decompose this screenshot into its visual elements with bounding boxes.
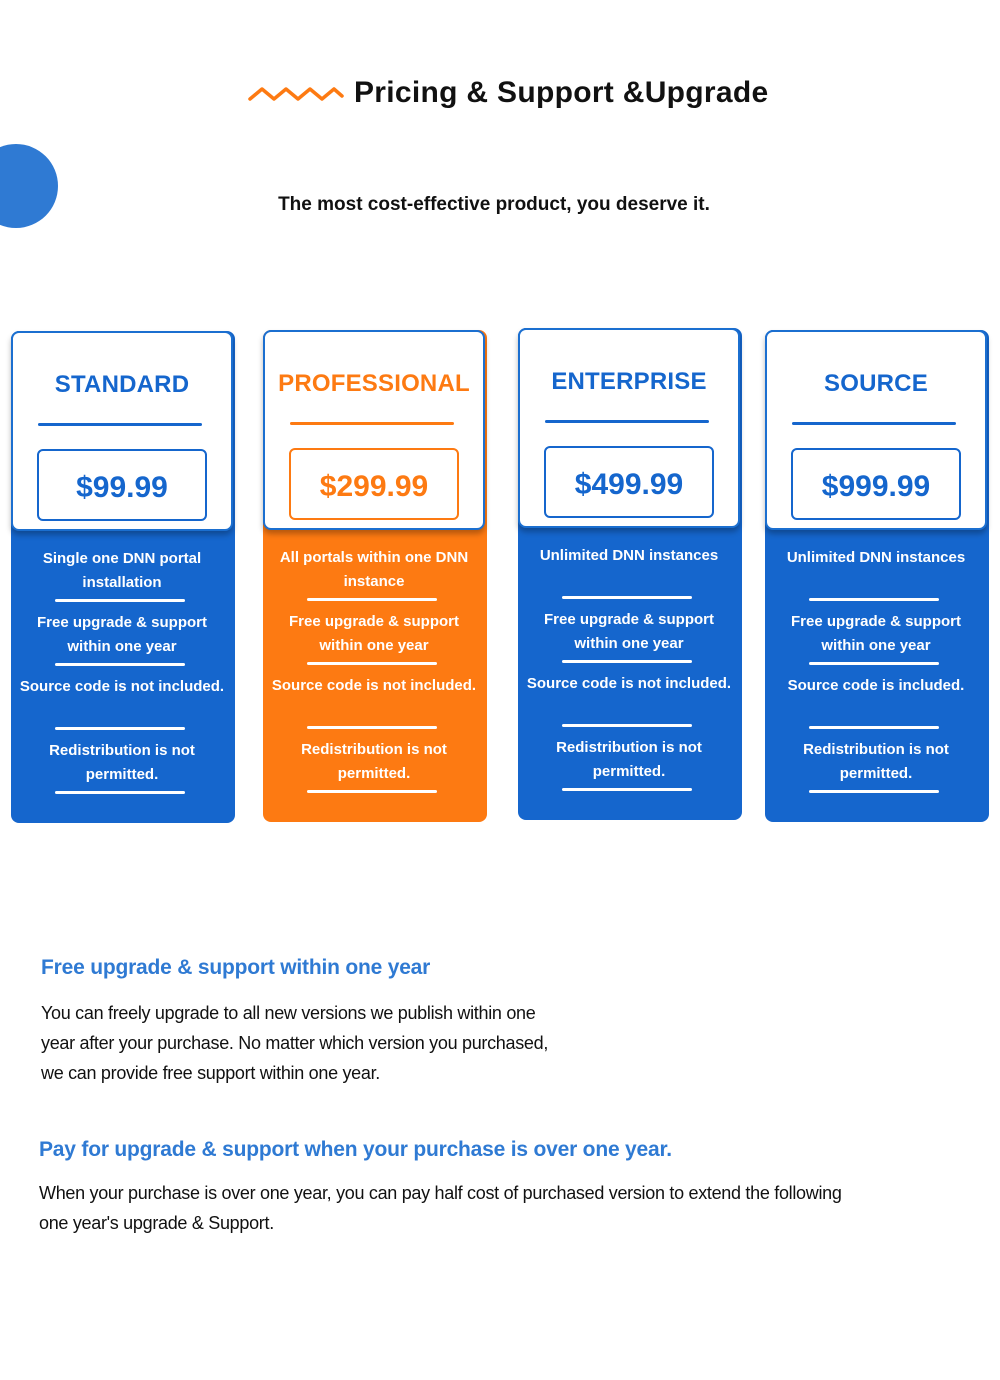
plan-price: $499.99 — [574, 468, 684, 501]
feature-text: Free upgrade & support within one year — [790, 613, 962, 654]
feature-text: Redistribution is not permitted. — [301, 741, 447, 782]
feature-item — [11, 611, 235, 675]
feature-divider — [55, 727, 185, 730]
feature-list — [518, 544, 742, 800]
feature-divider — [307, 662, 437, 665]
feature-text: Single one DNN portal installation — [42, 550, 202, 591]
info-text-free-upgrade: You can freely upgrade to all new versions we publish within one year after your purchase. No matter which version you purchased, we can provide free support within one year. — [41, 1003, 549, 1083]
feature-item — [765, 738, 989, 802]
feature-list — [765, 546, 989, 802]
plan-card-standard[interactable] — [11, 331, 235, 823]
plan-header — [518, 328, 740, 528]
feature-divider — [562, 660, 692, 663]
feature-text: All portals within one DNN instance — [279, 549, 469, 590]
plan-divider — [545, 420, 709, 423]
info-heading-paid-upgrade: Pay for upgrade & support when your purchase is over one year. — [39, 1138, 672, 1161]
feature-item — [765, 610, 989, 674]
plan-header — [263, 330, 485, 530]
feature-text: Unlimited DNN instances — [539, 547, 719, 564]
feature-divider — [55, 599, 185, 602]
feature-item — [11, 739, 235, 803]
zigzag-icon — [248, 86, 344, 102]
feature-item — [765, 674, 989, 738]
feature-text: Redistribution is not permitted. — [803, 741, 949, 782]
plan-divider — [290, 422, 454, 425]
feature-text: Source code is not included. — [526, 675, 732, 692]
feature-text: Redistribution is not permitted. — [49, 742, 195, 783]
feature-text: Free upgrade & support within one year — [543, 611, 715, 652]
feature-text: Source code is included. — [787, 677, 965, 694]
plan-name: STANDARD — [54, 371, 190, 398]
feature-item — [263, 610, 487, 674]
feature-divider — [307, 598, 437, 601]
price-box — [544, 446, 714, 518]
plan-divider — [792, 422, 956, 425]
feature-divider — [809, 726, 939, 729]
feature-divider — [307, 726, 437, 729]
feature-divider — [809, 598, 939, 601]
page-subtitle: The most cost-effective product, you deserve it. — [278, 194, 710, 215]
page-title: Pricing & Support &Upgrade — [354, 76, 769, 109]
feature-text: Source code is not included. — [19, 678, 225, 695]
feature-item — [263, 738, 487, 802]
feature-divider — [809, 662, 939, 665]
price-box — [37, 449, 207, 521]
feature-divider — [55, 791, 185, 794]
feature-item — [11, 675, 235, 739]
feature-item — [518, 608, 742, 672]
feature-divider — [562, 596, 692, 599]
price-box — [289, 448, 459, 520]
info-heading-free-upgrade: Free upgrade & support within one year — [41, 956, 431, 979]
feature-text: Unlimited DNN instances — [786, 549, 966, 566]
feature-divider — [562, 788, 692, 791]
page-header — [0, 76, 1000, 116]
feature-list — [11, 547, 235, 803]
feature-item — [263, 546, 487, 610]
info-text-paid-upgrade: When your purchase is over one year, you can pay half cost of purchased version to extend the following one year's upgrade & Support. — [39, 1183, 842, 1233]
feature-text: Source code is not included. — [271, 677, 477, 694]
feature-divider — [307, 790, 437, 793]
plan-header — [11, 331, 233, 531]
feature-text: Redistribution is not permitted. — [556, 739, 702, 780]
feature-text: Free upgrade & support within one year — [36, 614, 208, 655]
feature-item — [518, 736, 742, 800]
plan-price: $99.99 — [76, 471, 168, 504]
plan-divider — [38, 423, 202, 426]
feature-list — [263, 546, 487, 802]
plan-price: $299.99 — [319, 470, 429, 503]
plan-card-enterprise[interactable] — [518, 328, 742, 820]
plan-name: SOURCE — [824, 370, 928, 397]
plan-card-professional[interactable] — [263, 330, 487, 822]
plan-name: PROFESSIONAL — [278, 370, 470, 397]
feature-divider — [55, 663, 185, 666]
feature-item — [263, 674, 487, 738]
feature-item — [518, 544, 742, 608]
feature-item — [11, 547, 235, 611]
plan-card-source[interactable] — [765, 330, 989, 822]
price-box — [791, 448, 961, 520]
plan-price: $999.99 — [821, 470, 931, 503]
feature-divider — [809, 790, 939, 793]
feature-text: Free upgrade & support within one year — [288, 613, 460, 654]
plan-name: ENTERPRISE — [551, 368, 707, 395]
feature-divider — [562, 724, 692, 727]
plan-header — [765, 330, 987, 530]
feature-item — [518, 672, 742, 736]
feature-item — [765, 546, 989, 610]
